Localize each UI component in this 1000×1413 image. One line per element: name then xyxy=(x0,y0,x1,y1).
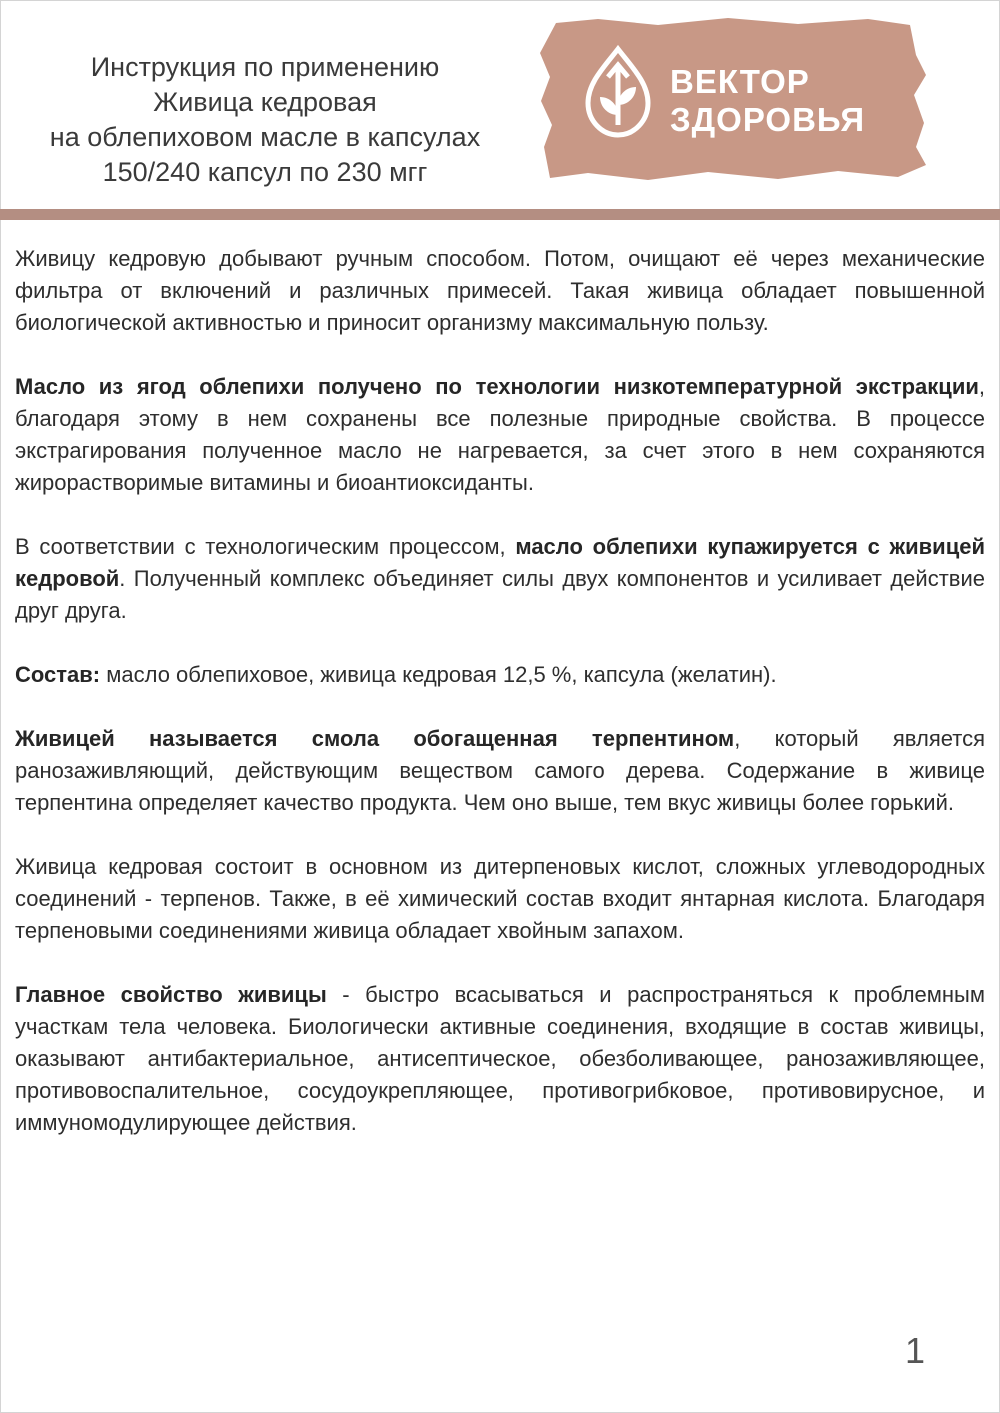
title-line: Живица кедровая xyxy=(153,87,377,117)
body-paragraph xyxy=(15,531,985,627)
logo-wordmark xyxy=(670,63,865,139)
text-segment: , который является ранозаживляющий, действующим веществом самого дерева. Содержание в живице терпентина определяет качество продукта. Чем оно выше, тем вкус живицы более горький. xyxy=(15,726,985,815)
bold-text-segment: масло облепихи купажируется с живицей кедровой xyxy=(15,534,985,591)
text-segment: - быстро всасываться и распространяться к проблемным участкам тела человека. Биологически активные соединения, входящие в состав живицы, оказывают антибактериальное, антисептическое, обезболивающее, ранозаживляющее, противовоспалительное, сосудоукрепляющее, противогрибковое, противовирусное, и иммуномодулирующее действия. xyxy=(15,982,985,1135)
body-paragraph xyxy=(15,851,985,947)
bold-text-segment: Состав: xyxy=(15,662,101,687)
leaf-arrow-drop-icon xyxy=(578,43,658,143)
title-line: на облепиховом масле в капсулах xyxy=(49,122,481,152)
body-paragraph xyxy=(15,243,985,339)
body-paragraph xyxy=(15,659,985,691)
brand-logo xyxy=(538,15,930,183)
text-segment: В соответствии с технологическим процессом, xyxy=(15,534,516,559)
bold-text-segment: Масло из ягод облепихи получено по технологии низкотемпературной экстракции xyxy=(15,374,979,399)
bold-text-segment: Главное свойство живицы xyxy=(15,982,327,1007)
body-paragraph xyxy=(15,371,985,499)
document-body xyxy=(15,243,985,1171)
logo-line-1: ВЕКТОР xyxy=(670,63,810,100)
body-paragraph xyxy=(15,979,985,1139)
text-segment: , благодаря этому в нем сохранены все полезные природные свойства. В процессе экстрагирования полученное масло не нагревается, за счет этого в нем сохраняются жирорастворимые витамины и биоантиоксиданты. xyxy=(15,374,985,495)
title-line: 150/240 капсул по 230 мгг xyxy=(102,157,428,187)
text-segment: Живица кедровая состоит в основном из дитерпеновых кислот, сложных углеводородных соединений - терпенов. Также, в её химический состав входит янтарная кислота. Благодаря терпеновыми соединениями живица обладает хвойным запахом. xyxy=(15,854,985,943)
bold-text-segment: Живицей называется смола обогащенная терпентином xyxy=(15,726,735,751)
logo-line-2: ЗДОРОВЬЯ xyxy=(670,101,866,138)
page-number: 1 xyxy=(905,1330,926,1371)
text-segment: масло облепиховое, живица кедровая 12,5 %, капсула (желатин). xyxy=(100,662,777,687)
text-segment: Живицу кедровую добывают ручным способом. Потом, очищают её через механические фильтра от включений и различных примесей. Такая живица обладает повышенной биологической активностью и приносит организму максимальную пользу. xyxy=(15,246,985,335)
document-header xyxy=(0,0,1000,210)
title-line: Инструкция по применению xyxy=(90,52,440,82)
document-title xyxy=(10,50,520,190)
text-segment: . Полученный комплекс объединяет силы двух компонентов и усиливает действие друг друга. xyxy=(15,566,985,623)
body-paragraph xyxy=(15,723,985,819)
header-divider xyxy=(0,209,1000,220)
